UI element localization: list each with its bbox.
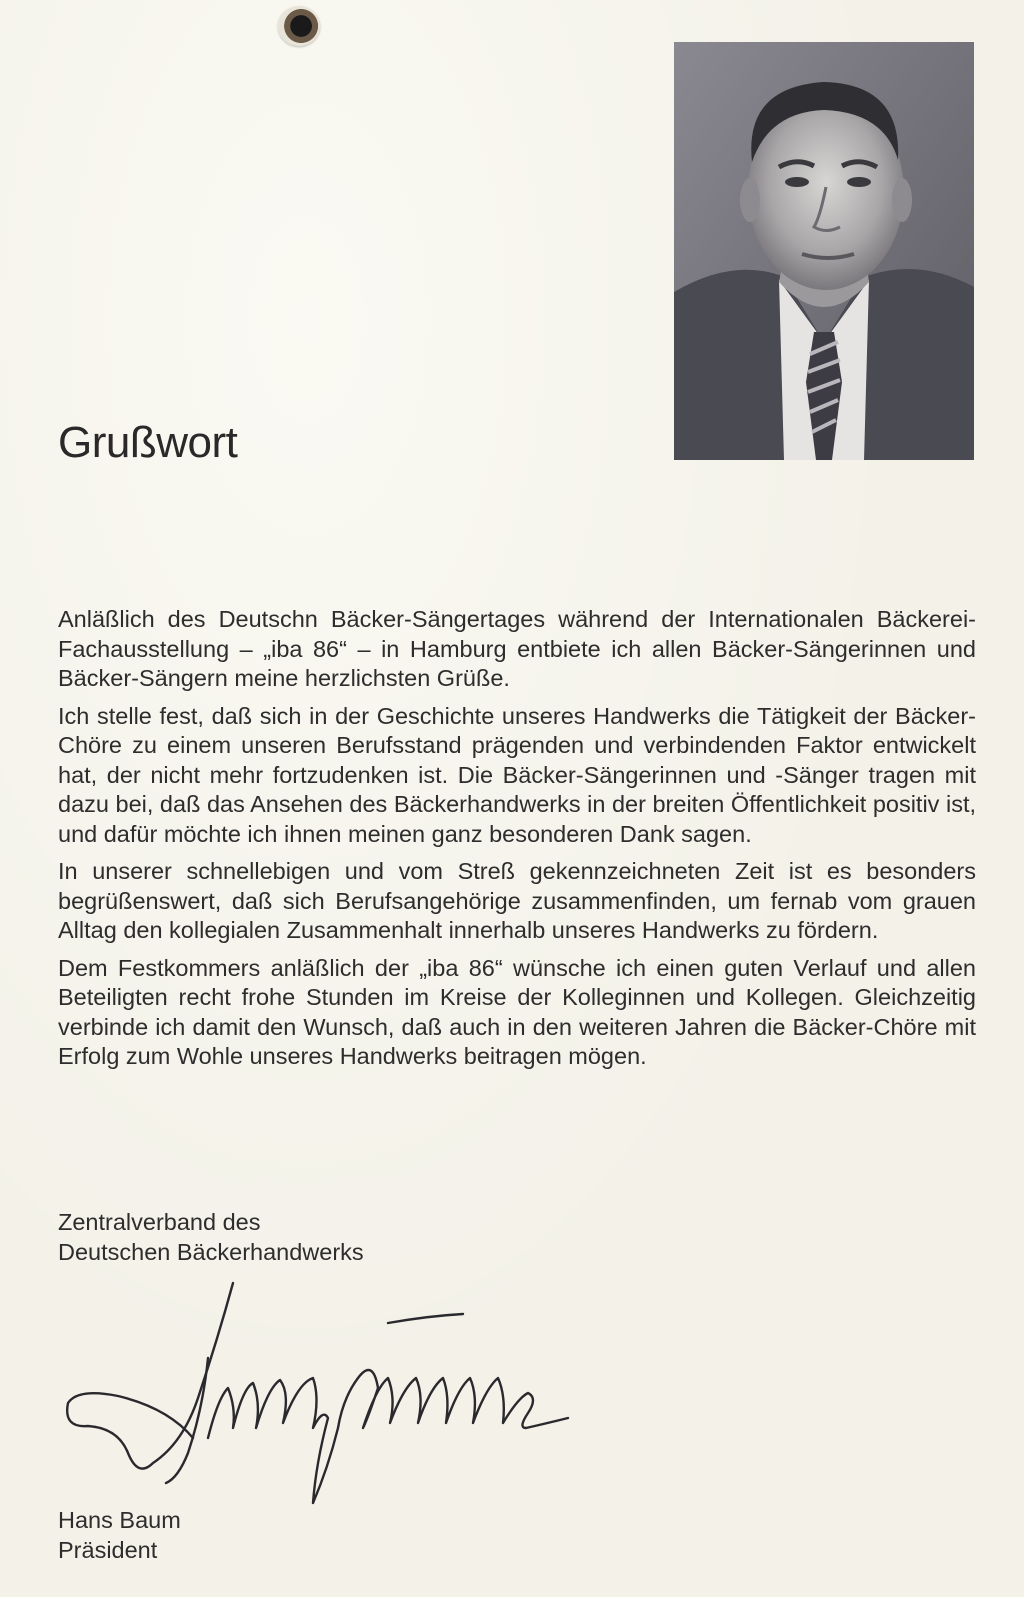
portrait-photo xyxy=(674,42,974,460)
paragraph: Ich stelle fest, daß sich in der Geschichte unseres Handwerks die Tätigkeit der Bäcker-Chöre zu einem unseren Berufsstand prägenden und verbindenden Faktor entwickelt hat, der nicht mehr fortzudenken ist. Die Bäcker-Sängerinnen und -Sänger tragen mit dazu bei, daß das Ansehen des Bäckerhandwerks in der breiten Öffentlichkeit positiv ist, und dafür möchte ich ihnen meinen ganz besonderen Dank sagen. xyxy=(58,702,976,847)
handwritten-signature xyxy=(58,1278,598,1508)
signer-block xyxy=(58,1505,181,1565)
page-title: Grußwort xyxy=(58,418,238,467)
paragraph: In unserer schnellebigen und vom Streß gekennzeichneten Zeit ist es besonders begrüßenswert, daß sich Berufsangehörige zusammenfinden, um fernab vom grauen Alltag den kollegialen Zusammenhalt innerhalb unseres Handwerks zu fördern. xyxy=(58,858,976,943)
paragraph: Anläßlich des Deutschn Bäcker-Sängertages während der Internationalen Bäckerei-Fachausstellung – „iba 86“ – in Hamburg entbiete ich allen Bäcker-Sängerinnen und Bäcker-Sängern meine herzlichsten Grüße. xyxy=(58,606,976,691)
organization-line: Zentralverband des xyxy=(58,1209,261,1235)
punch-hole xyxy=(278,6,320,46)
letter-body xyxy=(58,605,976,1080)
signer-title: Präsident xyxy=(58,1537,158,1563)
signer-name: Hans Baum xyxy=(58,1507,181,1533)
organization-line: Deutschen Bäckerhandwerks xyxy=(58,1239,364,1265)
paragraph: Dem Festkommers anläßlich der „iba 86“ wünsche ich einen guten Verlauf und allen Beteiligten recht frohe Stunden im Kreise der Kolleginnen und Kollegen. Gleichzeitig verbinde ich damit den Wunsch, daß auch in den weiteren Jahren die Bäcker-Chöre mit Erfolg zum Wohle unseres Handwerks beitragen mögen. xyxy=(58,954,976,1069)
organization-block xyxy=(58,1207,364,1267)
